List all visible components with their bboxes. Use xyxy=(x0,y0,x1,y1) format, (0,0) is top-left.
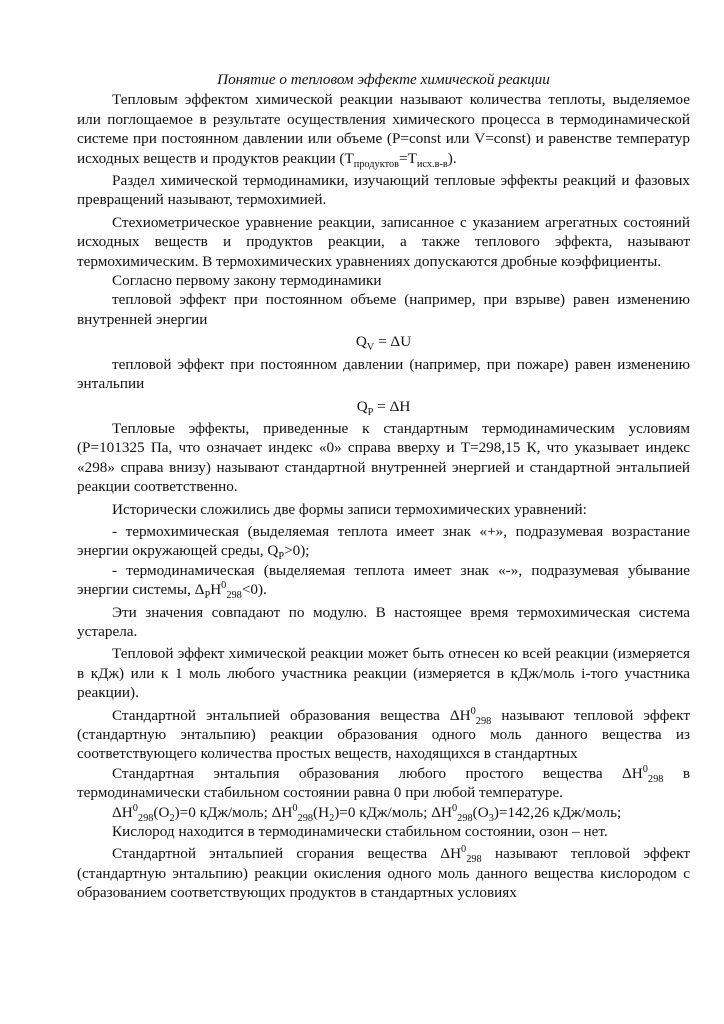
paragraph-same-magnitude: Эти значения совпадают по модулю. В настоящее время термохимическая система устарела. xyxy=(77,603,690,640)
paragraph-formation-enthalpy: Стандартной энтальпией образования вещества $\Delta H^0_{298}$ называют тепловой эффект (стандартную энтальпию) реакции образования одного моль данного вещества из соответствующего количества простых веществ, находящихся в стандартных xyxy=(77,705,690,763)
paragraph-constant-volume: тепловой эффект при постоянном объеме (например, при взрыве) равен изменению внутренней энергии xyxy=(77,291,690,328)
paragraph-constant-pressure: тепловой эффект при постоянном давлении (например, при пожаре) равен изменению энтальпии xyxy=(77,355,690,393)
paragraph-thermochemical-equation: Стехиометрическое уравнение реакции, записанное с указанием агрегатных состояний исходных веществ и продуктов реакции, а также теплового эффекта, называют термохимическим. В термохимических уравнениях допускаются дробные коэффициенты. xyxy=(77,213,690,270)
formula-qp: $Q_P = \Delta H$ xyxy=(356,397,411,418)
document-body xyxy=(77,70,690,903)
paragraph-reaction-units: Тепловой эффект химической реакции может быть отнесен ко всей реакции (измеряется в кДж) или к 1 моль любого участника реакции (измеряется в кДж/моль i-того участника реакции). xyxy=(77,645,690,702)
paragraph-heat-effect-definition: Тепловым эффектом химической реакции называют количества теплоты, выделяемое или поглощаемое в результате осуществления химического процесса в термодинамической системе при постоянном давлении или объеме (P=const или V=const) и равенстве температур исходных веществ и продуктов реакции $(T_{продуктов}=T_{исх.в-в})$. xyxy=(77,91,690,170)
paragraph-simple-substance: Стандартная энтальпия образования любого простого вещества $\Delta H^0_{298}$ в термодинамически стабильном состоянии равна 0 при любой температуре. xyxy=(77,763,690,802)
paragraph-combustion-enthalpy: Стандартной энтальпией сгорания вещества $\Delta H^0_{298}$ называют тепловой эффект (стандартную энтальпию) реакции окисления одного моль данного вещества кислородом с образованием соответствующих продуктов в стандартных условиях xyxy=(77,844,690,902)
paragraph-first-law: Согласно первому закону термодинамики xyxy=(112,272,382,290)
document-title: Понятие о тепловом эффекте химической реакции xyxy=(217,71,550,88)
paragraph-oxygen-ozone: Кислород находится в термодинамически стабильном состоянии, озон – нет. xyxy=(112,823,608,841)
list-item-thermodynamic: - термодинамическая (выделяемая теплота имеет знак «-», подразумевая убывание энергии системы, $\Delta_PH^0_{298}<0$). xyxy=(77,561,690,602)
formula-qv: $Q_V = \Delta U$ xyxy=(355,333,412,354)
paragraph-standard-conditions: Тепловые эффекты, приведенные к стандартным термодинамическим условиям (P=101325 Па, что означает индекс «0» справа вверху и T=298,15 К, что указывает индекс «298» справа внизу) называют стандартной внутренней энергией и стандартной энтальпией реакции соответственно. xyxy=(77,419,690,496)
paragraph-enthalpy-values: $\Delta H^0_{298}(O_2)=0$ кДж/моль; $\Delta H^0_{298}(H_2)=0$ кДж/моль; $\Delta H^0_{298}(O_3)=142,26$ кДж/моль; xyxy=(112,802,622,824)
list-item-thermochemical: - термохимическая (выделяемая теплота имеет знак «+», подразумевая возрастание энергии окружающей среды, $Q_P>0$); xyxy=(77,522,690,563)
paragraph-thermochemistry: Раздел химической термодинамики, изучающий тепловые эффекты реакций и фазовых превращений называют, термохимией. xyxy=(77,172,690,209)
paragraph-two-forms: Исторически сложились две формы записи термохимических уравнений: xyxy=(112,500,587,518)
